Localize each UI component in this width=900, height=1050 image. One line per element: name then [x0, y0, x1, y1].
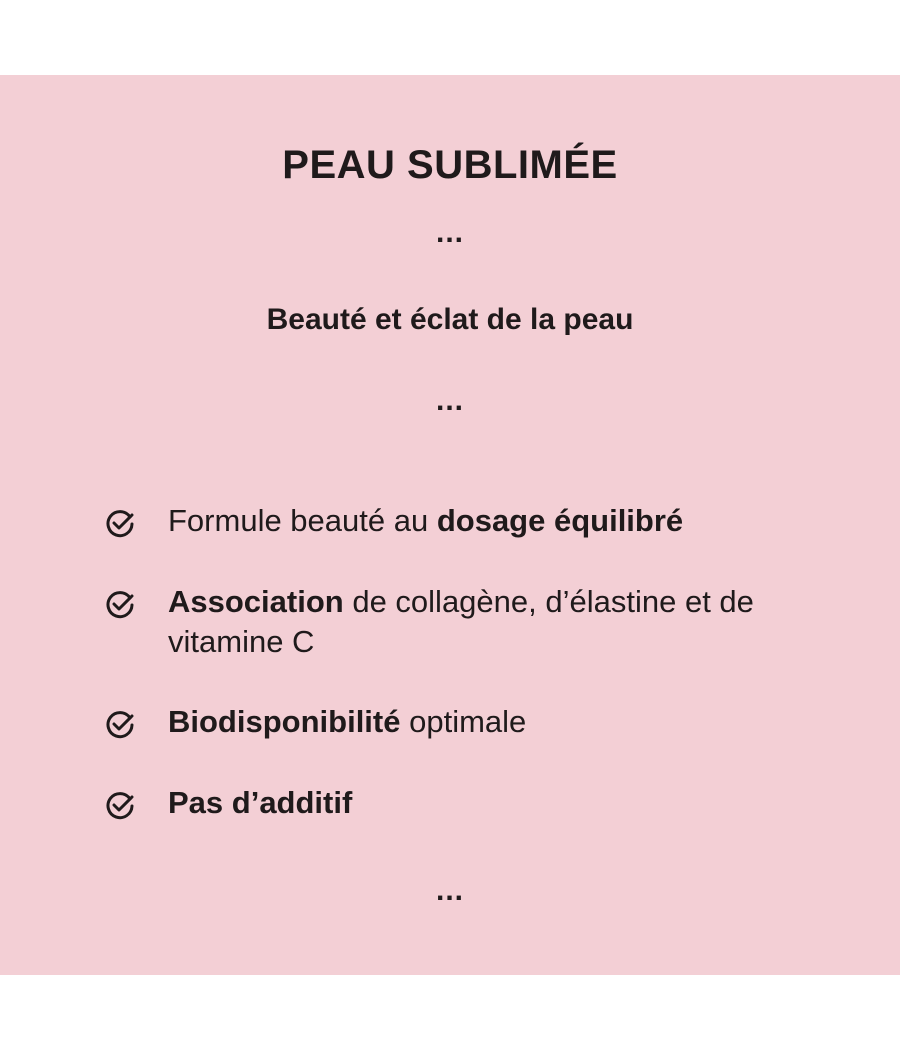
feature-text-bold: Association: [168, 584, 344, 619]
feature-text-pre: Formule beauté au: [168, 503, 437, 538]
subtitle: Beauté et éclat de la peau: [266, 303, 634, 336]
list-item: [104, 702, 824, 742]
check-circle-icon: [104, 790, 136, 822]
list-item: [104, 582, 824, 662]
check-circle-icon: [104, 709, 136, 741]
separator-dots: ...: [435, 216, 464, 249]
check-circle-icon: [104, 508, 136, 540]
feature-list: [104, 501, 824, 864]
feature-text-bold: dosage équilibré: [436, 503, 684, 538]
list-item: [104, 783, 824, 823]
feature-text-bold: Pas d’additif: [168, 785, 353, 820]
pink-panel: [0, 75, 900, 975]
feature-text-bold: Biodisponibilité: [168, 704, 401, 739]
check-circle-icon: [104, 589, 136, 621]
separator-dots: ...: [435, 874, 464, 907]
list-item: [104, 501, 824, 541]
page-title: PEAU SUBLIMÉE: [282, 143, 618, 187]
feature-text-post: de collagène, d’élastine et de vitamine C: [168, 584, 754, 659]
separator-dots: ...: [435, 384, 464, 417]
feature-text-post: optimale: [400, 704, 527, 739]
